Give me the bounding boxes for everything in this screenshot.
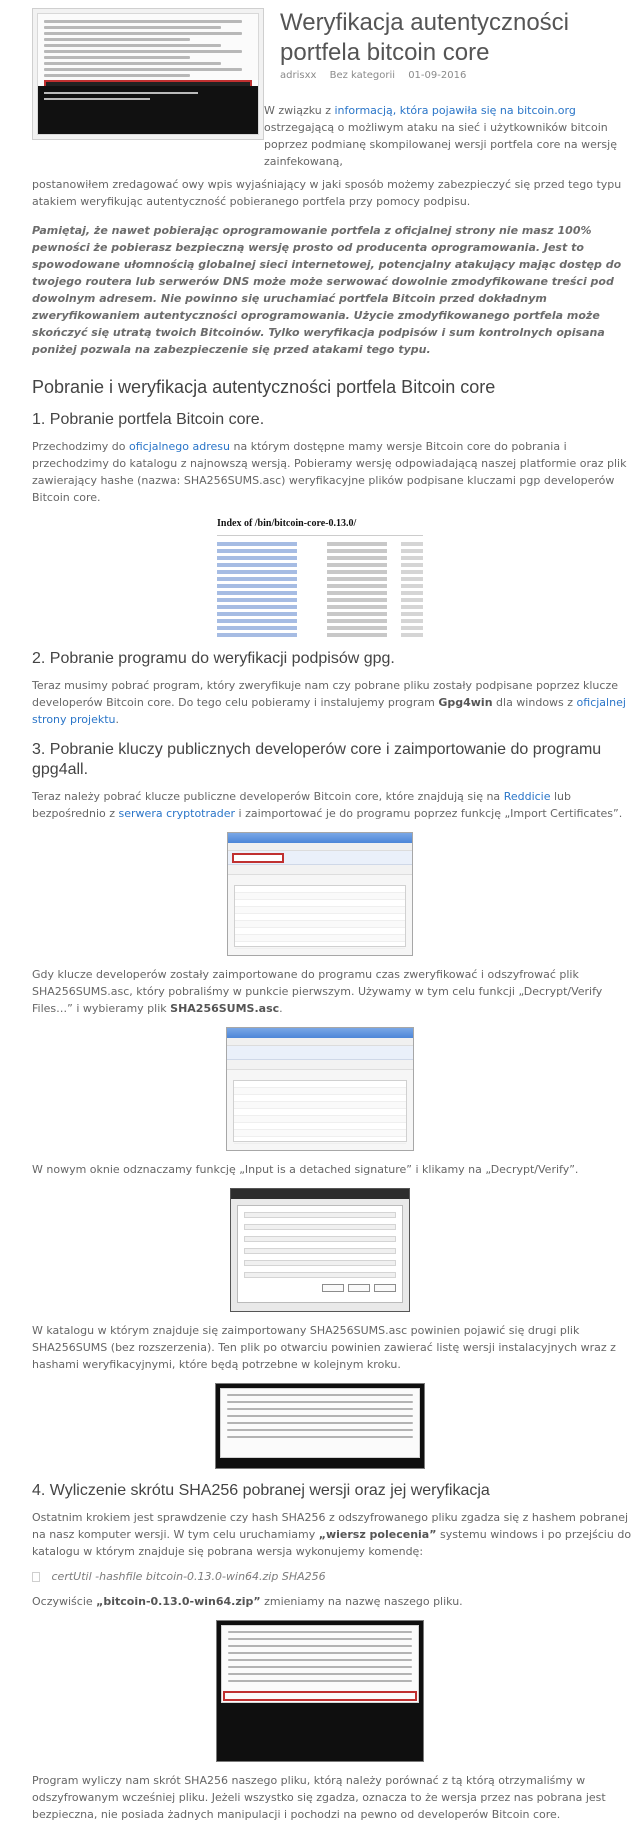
section-1-heading: 1. Pobranie portfela Bitcoin core. [32, 411, 265, 428]
section-3-heading: 3. Pobranie kluczy publicznych developerów core i zaimportowanie do programu gpg4all. [32, 741, 602, 778]
section-9-paragraph: Program wyliczy nam skrót SHA256 naszego pliku, którą należy porównać z tą którą otrzymaliśmy w odszyfrowanym wcześniej pliku. Jeżeli wszystko się zgadza, oznacza to że wersja przez nas pobrana jest bezpieczna, nie posiada żadnych manipulacji i pochodzi na pewno od developerów Bitcoin core. [32, 1774, 606, 1821]
section-5-paragraph: W nowym oknie odznaczamy funkcję „Input is a detached signature” i klikamy na „Decrypt/Verify”. [32, 1163, 579, 1176]
sha256sums-file-screenshot [215, 1383, 425, 1469]
section-3-paragraph [32, 788, 636, 822]
section-4-heading: 4. Wyliczenie skrótu SHA256 pobranej wersji oraz jej weryfikacja [32, 1482, 490, 1499]
intro-continuation: postanowiłem zredagować owy wpis wyjaśniający w jaki sposób możemy zabezpieczyć się przed tego typu atakiem weryfikując autentyczność pobieranego portfela przy pomocy podpisu. [32, 178, 622, 208]
post-date: 01-09-2016 [408, 70, 467, 81]
thumbnail-text-lines [44, 20, 252, 82]
section-3-link-reddit[interactable]: Reddicie [503, 790, 551, 803]
section-2-strong: Gpg4win [438, 696, 493, 709]
section-8-text-a: Oczywiście [32, 1595, 93, 1608]
section-2-link[interactable]: oficjalnej strony projektu [32, 696, 626, 726]
post-meta [280, 70, 476, 81]
code-file-icon [32, 1572, 40, 1582]
index-title: Index of /bin/bitcoin-core-0.13.0/ [217, 518, 357, 529]
section-2-paragraph [32, 677, 636, 728]
section-7-strong: „wiersz polecenia” [318, 1528, 437, 1541]
section-2-text-a: Teraz musimy pobrać program, który zweryfikuje nam czy pobrane pliku zostały podpisane poprzez klucze developerów Bitcoin core. Do tego celu pobieramy i instalujemy program [32, 679, 618, 709]
section-1-paragraph [32, 438, 636, 506]
section-2-heading: 2. Pobranie programu do weryfikacji podpisów gpg. [32, 650, 395, 667]
kleopatra-import-screenshot [227, 832, 413, 956]
post-header [16, 0, 624, 150]
section-4-text-a: Gdy klucze developerów zostały zaimportowane do programu czas zweryfikować i odszyfrować plik SHA256SUMS.asc, który pobraliśmy w punkcie pierwszym. Używamy w tym celu funkcji „Decrypt/Verify Files…” i wybieramy plik [32, 968, 603, 1015]
section-4-strong: SHA256SUMS.asc [170, 1002, 280, 1015]
section-3-link-cryptotrader[interactable]: serwera cryptotrader [118, 807, 236, 820]
section-2-text-c: . [115, 713, 120, 726]
section-4-text-c: . [279, 1002, 283, 1015]
kleopatra-decrypt-verify-screenshot [226, 1027, 414, 1151]
section-3-text-a: Teraz należy pobrać klucze publiczne developerów Bitcoin core, które znajdują się na [32, 790, 501, 803]
post-title[interactable]: Weryfikacja autentyczności portfela bitcoin core [280, 9, 570, 66]
section-1-text-b: na którym dostępne mamy wersje Bitcoin core do pobrania i przechodzimy do katalogu z najnowszą wersją. Pobieramy wersję odpowiadającą naszej platformie oraz plik zawierający hashe (nazwa: SHA256SUMS.asc) weryfikacyjne plików podpisane kluczami pgp developerów Bitcoin core. [32, 440, 627, 504]
intro-link[interactable]: informacją, która pojawiła się na bitcoin.org [334, 104, 576, 117]
thumbnail-command-window [38, 86, 258, 134]
section-3-text-c: i zaimportować je do programu poprzez funkcję „Import Certificates”. [238, 807, 623, 820]
section-8-paragraph [32, 1593, 636, 1610]
section-8-text-b: zmieniamy na nazwę naszego pliku. [264, 1595, 463, 1608]
section-1-text-a: Przechodzimy do [32, 440, 126, 453]
section-2-text-b: dla windows z [496, 696, 574, 709]
decrypt-verify-dialog-screenshot [230, 1188, 410, 1312]
section-7-text-b: systemu windows i po przejściu do katalogu w którym znajduje się pobrana wersja wykonujemy komendę: [32, 1528, 632, 1558]
section-3-text-b: lub bezpośrednio z [32, 790, 572, 820]
cmd-hash-output-screenshot [216, 1620, 424, 1762]
command-text[interactable]: certUtil -hashfile bitcoin-0.13.0-win64.zip SHA256 [51, 1570, 326, 1583]
section-main-heading: Pobranie i weryfikacja autentyczności portfela Bitcoin core [32, 377, 496, 397]
section-6-paragraph: W katalogu w którym znajduje się zaimportowany SHA256SUMS.asc powinien pojawić się drugi plik SHA256SUMS (bez rozszerzenia). Ten plik po otwarciu powinien zawierać listę wersji instalacyjnych wraz z hashami weryfikacyjnymi, które będą potrzebne w kolejnym kroku. [32, 1324, 616, 1371]
security-warning: Pamiętaj, że nawet pobierając oprogramowanie portfela z oficjalnej strony nie masz 100% pewności że pobierasz bezpieczną wersję prosto od producenta oprogramowania. Jest to spowodowane ułomnością globalnej sieci internetowej, potencjalny atakujący mając dostęp do twojego routera lub serwerów DNS może może serwować dowolnie zmodyfikowane treści pod dowolnym adresem. Nie powinno się uruchamiać portfela Bitcoin przed dokładnym zweryfikowaniem autentyczności oprogramowania. Użycie zmodyfikowanego portfela może skończyć się utratą twoich Bitcoinów. Tylko weryfikacja podpisów i sum kontrolnych opisana poniżej pozwala na zabezpieczenie się przed atakami tego typu. [32, 224, 622, 356]
section-1-link[interactable]: oficjalnego adresu [129, 440, 230, 453]
section-7-paragraph [32, 1509, 636, 1560]
section-4-paragraph [32, 966, 636, 1017]
post-thumbnail[interactable] [32, 8, 264, 140]
intro-text-1: W związku z [264, 104, 331, 117]
section-8-strong: „bitcoin-0.13.0-win64.zip” [96, 1595, 261, 1608]
intro-text-2: ostrzegającą o możliwym ataku na sieć i użytkowników bitcoin poprzez podmianę skompilowanej wersji portfela core na wersję zainfekowaną, [264, 121, 617, 168]
index-screenshot [217, 518, 423, 637]
thumbnail-image [37, 13, 259, 135]
section-7-text-a: Ostatnim krokiem jest sprawdzenie czy hash SHA256 z odszyfrowanego pliku zgadza się z hashem pobranej na nasz komputer wersji. W tym celu uruchamiamy [32, 1511, 629, 1541]
post-author[interactable]: adrisxx [280, 70, 317, 81]
post-category[interactable]: Bez kategorii [329, 70, 395, 81]
command-snippet [32, 1570, 608, 1583]
import-certificates-highlight [232, 853, 284, 863]
